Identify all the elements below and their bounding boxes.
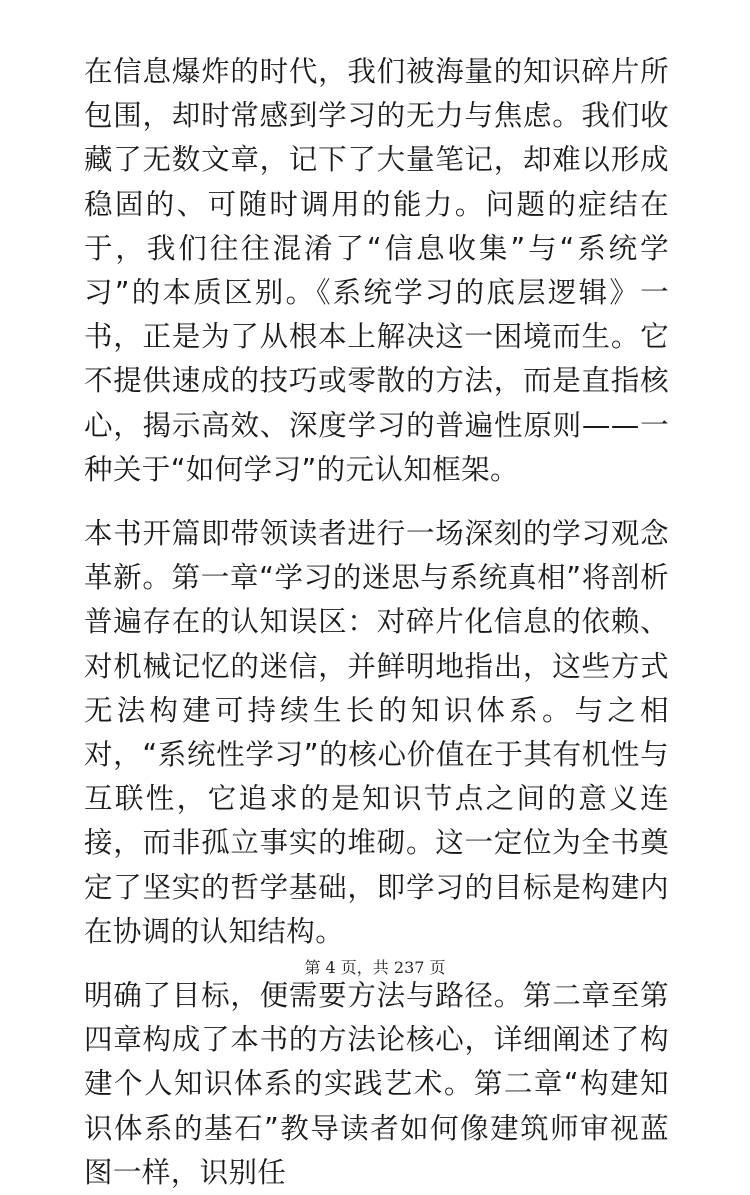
document-body (84, 50, 669, 1195)
page-number-footer: 第 4 页，共 237 页 (304, 958, 446, 977)
paragraph-intro: 在信息爆炸的时代，我们被海量的知识碎片所包围，却时常感到学习的无力与焦虑。我们收藏了无数文章，记下了大量笔记，却难以形成稳固的、可随时调用的能力。问题的症结在于，我们往往混淆了“信息收集”与“系统学习”的本质区别。《系统学习的底层逻辑》一书，正是为了从根本上解决这一困境而生。它不提供速成的技巧或零散的方法，而是直指核心，揭示高效、深度学习的普遍性原则——一种关于“如何学习”的元认知框架。 (84, 55, 669, 486)
paragraph-chapters-two-to-four: 明确了目标，便需要方法与路径。第二章至第四章构成了本书的方法论核心，详细阐述了构建个人知识体系的实践艺术。第二章“构建知识体系的基石”教导读者如何像建筑师审视蓝图一样，识别任 (84, 979, 669, 1189)
paragraph-chapter-one: 本书开篇即带领读者进行一场深刻的学习观念革新。第一章“学习的迷思与系统真相”将剖析普遍存在的认知误区：对碎片化信息的依赖、对机械记忆的迷信，并鲜明地指出，这些方式无法构建可持续生长的知识体系。与之相对，“系统性学习”的核心价值在于其有机性与互联性，它追求的是知识节点之间的意义连接，而非孤立事实的堆砌。这一定位为全书奠定了坚实的哲学基础，即学习的目标是构建内在协调的认知结构。 (84, 517, 669, 948)
